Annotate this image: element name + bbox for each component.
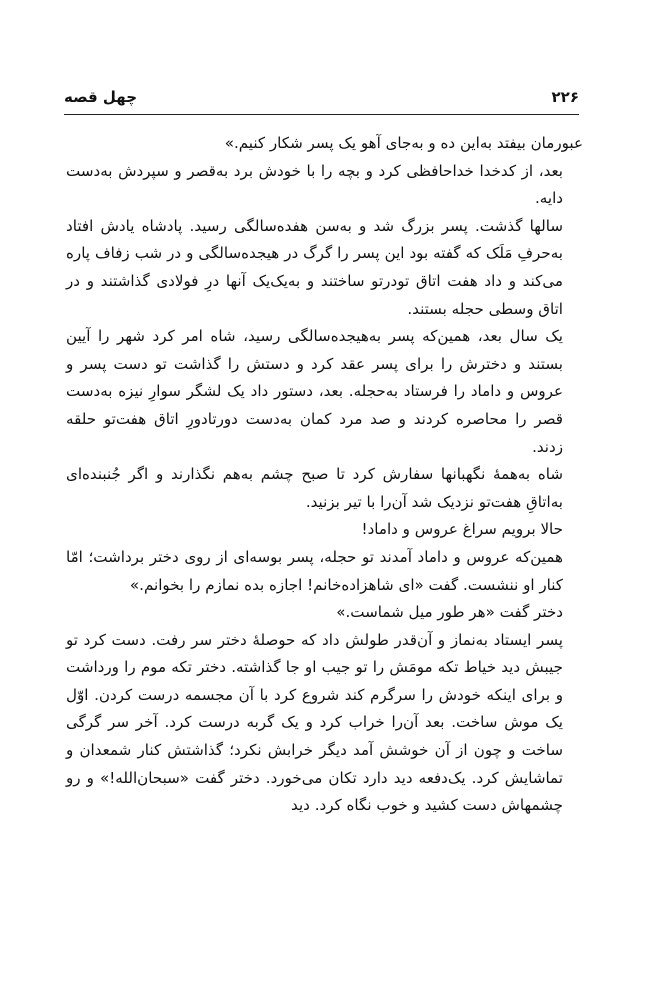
paragraph: حالا برویم سراغ عروس و داماد! bbox=[361, 520, 563, 539]
paragraph: همین‌که عروس و داماد آمدند تو حجله، پسر بوسه‌ای از روی دختر برداشت؛ امّا کنار او ننشست. گفت «ای شاهزاده‌خانم! اجازه بده نمازم را بخوانم.» bbox=[66, 547, 563, 594]
paragraph: عبورمان بیفتد به‌این ده و به‌جای آهو یک پسر شکار کنیم.» bbox=[224, 134, 583, 152]
paragraph: یک سال بعد، همین‌که پسر به‌هیجده‌سالگی رسید، شاه امر کرد شهر را آیین بستند و دخترش را برای پسر عقد کرد و دستش را گذاشت تو دست پسر و عروس و داماد را فرستاد به‌حجله. بعد، دستور داد یک لشگر سوارِ نیزه به‌دست قصر را محاصره کردند و صد مرد کمان به‌دست دورتادورِ اتاق هفت‌تو حلقه زدند. bbox=[66, 327, 563, 456]
paragraph: پسر ایستاد به‌نماز و آن‌قدر طولش داد که حوصلهٔ دختر سر رفت. دست کرد تو جیبش دید خیاط تکه مومَش را تو جیب او جا گذاشته. دختر تکه موم را ورداشت و برای اینکه خودش را سرگرم کند شروع کرد با آن مجسمه درست کردن. اوّل یک موش ساخت. بعد آن‌را خراب کرد و یک گربه درست کرد. آخر سر گرگی ساخت و چون از آن خوشش آمد دیگر خرابش نکرد؛ گذاشتش کنار شمعدان و تماشایش کرد. یک‌دفعه دید دارد تکان می‌خورد. دختر گفت «سبحان‌الله!» و رو چشمهاش دست کشید و خوب نگاه کرد. دید bbox=[66, 630, 563, 815]
paragraph: دختر گفت «هر طور میل شماست.» bbox=[336, 603, 563, 622]
body-text bbox=[66, 130, 583, 820]
book-title: چهل قصه bbox=[64, 88, 138, 106]
page-number: ۲۲۶ bbox=[551, 88, 579, 106]
paragraph: شاه به‌همهٔ نگهبانها سفارش کرد تا صبح چشم به‌هم نگذارند و اگر جُنبنده‌ای به‌اتاقِ هفت‌تو نزدیک شد آن‌را با تیر بزنید. bbox=[66, 465, 563, 511]
running-header bbox=[64, 88, 579, 115]
paragraph: سالها گذشت. پسر بزرگ شد و به‌سن هفده‌سالگی رسید. پادشاه یادش افتاد به‌حرفِ مَلَک که گفته بود این پسر را گرگ در هیجده‌سالگی و در شب زفاف پاره می‌کند و داد هفت اتاق تودرتو ساختند و به‌یک‌یک آنها درِ فولادی گذاشتند و در اتاق وسطی حجله بستند. bbox=[66, 216, 563, 318]
paragraph: بعد، از کدخدا خداحافظی کرد و بچه را با خودش برد به‌قصر و سپردش به‌دست دایه. bbox=[66, 161, 563, 208]
